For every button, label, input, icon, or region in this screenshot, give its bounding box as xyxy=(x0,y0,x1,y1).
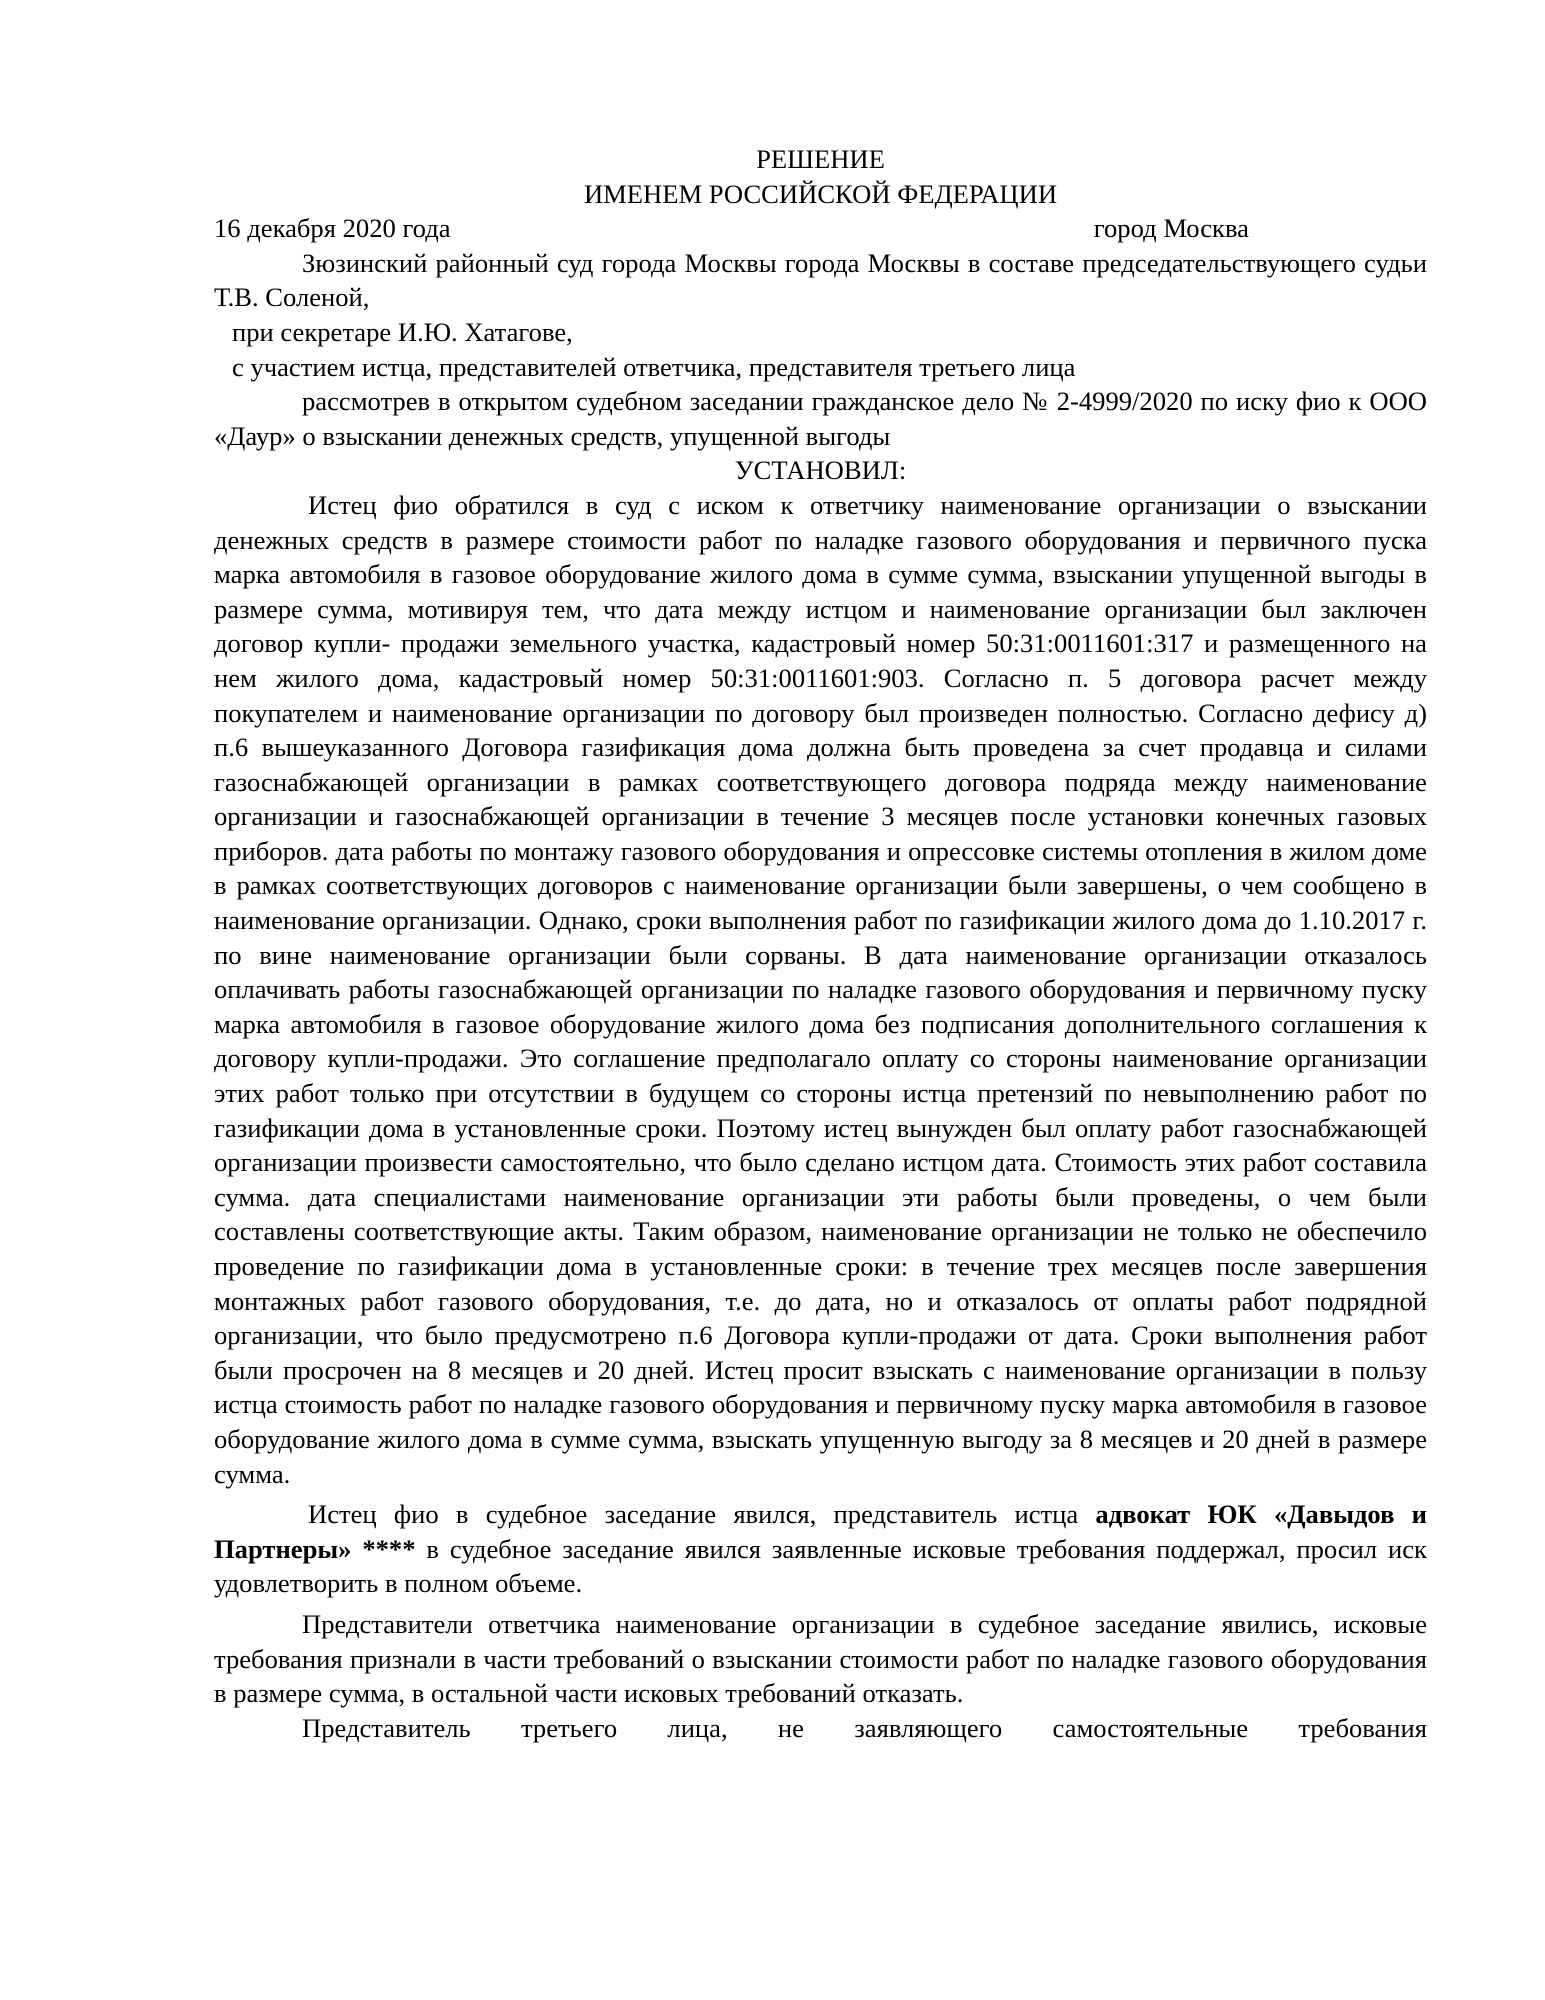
participants-line: с участием истца, представителей ответчика, представителя третьего лица xyxy=(232,351,1076,382)
case-intro: рассмотрев в открытом судебном заседании гражданское дело № 2-4999/2020 по иску фио к ООО «Даур» о взыскании денежных средств, упущенной выгоды xyxy=(214,386,1427,451)
plaintiff-representative: адвокат ЮК «Давыдов и Партнеры» **** xyxy=(214,1499,1428,1564)
paragraph-2-start: Истец фио в судебное заседание явился, представитель истца xyxy=(308,1499,1096,1530)
section-heading: УСТАНОВИЛ: xyxy=(734,455,907,486)
paragraph-defendant-position: Представители ответчика наименование организации в судебное заседание явились, исковые требования признали в части требований о взыскании стоимости работ по наладке газового оборудования в размере сумма, в остальной части исковых требований отказать. xyxy=(214,1608,1427,1709)
decision-date: 16 декабря 2020 года xyxy=(214,213,451,244)
decision-city: город Москва xyxy=(1093,213,1249,244)
paragraph-2-end: в судебное заседание явился заявленные исковые требования поддержал, просил иск удовлетворить в полном объеме. xyxy=(214,1533,1427,1599)
court-composition: Зюзинский районный суд города Москвы города Москвы в составе председательствующего судьи Т.В. Соленой, xyxy=(214,247,1427,313)
paragraph-third-party: Представитель третьего лица, не заявляющего самостоятельные требования xyxy=(302,1712,1427,1743)
paragraph-plaintiff-appearance xyxy=(214,1497,1427,1601)
document-title: РЕШЕНИЕ xyxy=(756,144,885,174)
secretary-line: при секретаре И.Ю. Хатагове, xyxy=(232,316,573,347)
paragraph-claim: Истец фио обратился в суд с иском к ответчику наименование организации о взыскании денежных средств в размере стоимости работ по наладке газового оборудования и первичного пуска марка автомобиля в газовое оборудование жилого дома в сумме сумма, взыскании упущенной выгоды в размере сумма, мотивируя тем, что дата между истцом и наименование организации был заключен договор купли- продажи земельного участка, кадастровый номер 50:31:0011601:317 и размещенного на нем жилого дома, кадастровый номер 50:31:0011601:903. Согласно п. 5 договора расчет между покупателем и наименование организации по договору был произведен полностью. Согласно дефису д) п.6 вышеуказанного Договора газификация дома должна быть проведена за счет продавца и силами газоснабжающей организации в рамках соответствующего договора подряда между наименование организации и газоснабжающей организации в течение 3 месяцев после установки конечных газовых приборов. дата работы по монтажу газового оборудования и опрессовке системы отопления в жилом доме в рамках соответствующих договоров с наименование организации были завершены, о чем сообщено в наименование организации. Однако, сроки выполнения работ по газификации жилого дома до 1.10.2017 г. по вине наименование организации были сорваны. В дата наименование организации отказалось оплачивать работы газоснабжающей организации по наладке газового оборудования и первичному пуску марка автомобиля в газовое оборудование жилого дома без подписания дополнительного соглашения к договору купли-продажи. Это соглашение предполагало оплату со стороны наименование организации этих работ только при отсутствии в будущем со стороны истца претензий по невыполнению работ по газификации дома в установленные сроки. Поэтому истец вынужден был оплату работ газоснабжающей организации произвести самостоятельно, что было сделано истцом дата. Стоимость этих работ составила сумма. дата специалистами наименование организации эти работы были проведены, о чем были составлены соответствующие акты. Таким образом, наименование организации не только не обеспечило проведение по газификации дома в установленные сроки: в течение трех месяцев после завершения монтажных работ газового оборудования, т.е. до дата, но и отказалось от оплаты работ подрядной организации, что было предусмотрено п.6 Договора купли-продажи от дата. Сроки выполнения работ были просрочен на 8 месяцев и 20 дней. Истец просит взыскать с наименование организации в пользу истца стоимость работ по наладке газового оборудования и первичному пуску марка автомобиля в газовое оборудование жилого дома в сумме сумма, взыскать упущенную выгоду за 8 месяцев и 20 дней в размере сумма. xyxy=(214,489,1427,1489)
document-subtitle: ИМЕНЕМ РОССИЙСКОЙ ФЕДЕРАЦИИ xyxy=(583,178,1058,209)
date-city-row xyxy=(214,211,1427,246)
